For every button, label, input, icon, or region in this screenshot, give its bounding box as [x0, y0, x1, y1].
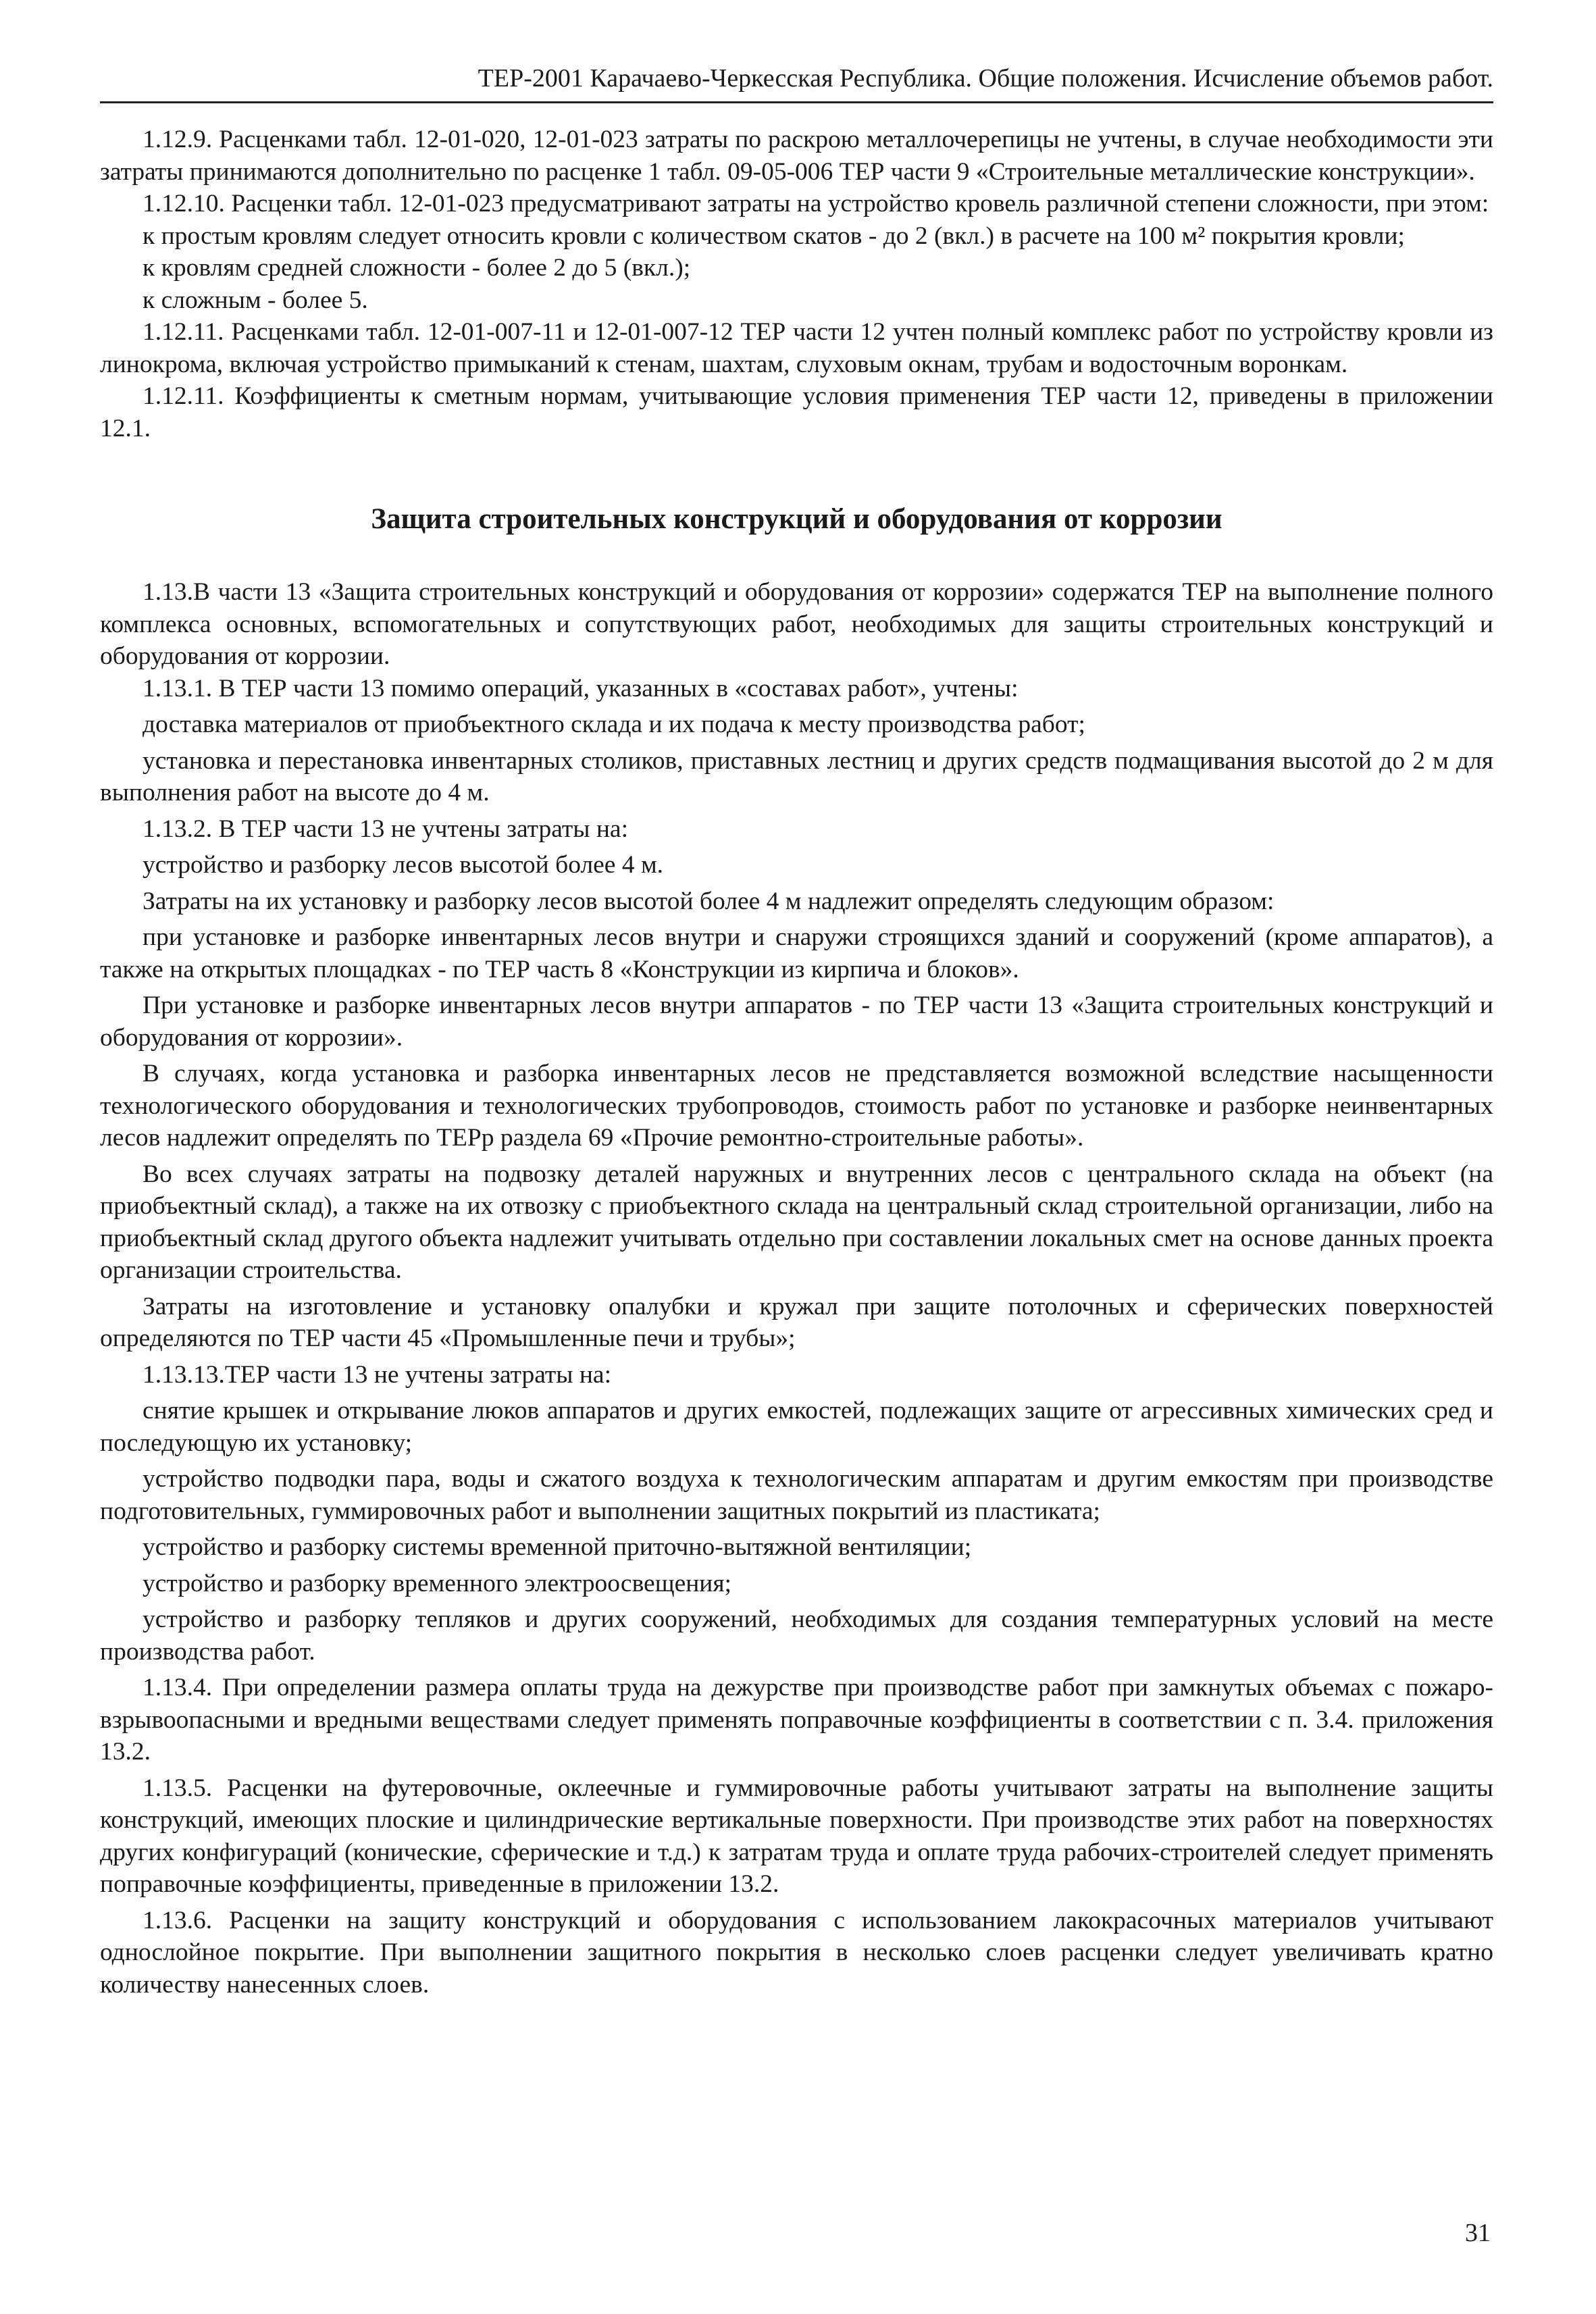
paragraph-installation: установка и перестановка инвентарных столиков, приставных лестниц и других средств подмащивания высотой до 2 м для выполнения работ на высоте до 4 м.: [100, 746, 1493, 806]
page-number: 31: [1465, 2219, 1491, 2247]
paragraph-1-12-10: 1.12.10. Расценки табл. 12-01-023 предусматривают затраты на устройство кровель различной степени сложности, при этом:: [143, 190, 1489, 217]
paragraph-transport-costs: Во всех случаях затраты на подвозку деталей наружных и внутренних лесов с центрального склада на объект (на приобъектный склад), а также на их отвозку с приобъектного склада на центральный склад строительной организации, либо на приобъектный склад другого объекта надлежит учитывать отдельно при составлении локальных смет на основе данных проекта организации строительства.: [100, 1160, 1493, 1284]
paragraph-1-13-4: 1.13.4. При определении размера оплаты труда на дежурстве при производстве работ при замкнутых объемах с пожаро-взрывоопасными и вредными веществами следует применять поправочные коэффициенты в соответствии с п. 3.4. приложения 13.2.: [100, 1674, 1493, 1766]
paragraph-1-13: 1.13.В части 13 «Защита строительных конструкций и оборудования от коррозии» содержатся ТЕР на выполнение полного комплекса основных, вспомогательных и сопутствующих работ, необходимых для защиты строительных конструкций и оборудования от коррозии.: [100, 578, 1493, 670]
paragraph-1-12-11-coefficients: 1.12.11. Коэффициенты к сметным нормам, учитывающие условия применения ТЕР части 12, приведены в приложении 12.1.: [100, 382, 1493, 442]
running-header: ТЕР-2001 Карачаево-Черкесская Республика. Общие положения. Исчисление объемов работ.: [478, 64, 1493, 93]
section-heading: Защита строительных конструкций и оборудования от коррозии: [371, 503, 1222, 535]
paragraph-heating-shelters: устройство и разборку тепляков и других сооружений, необходимых для создания температурных условий на месте производства работ.: [100, 1605, 1493, 1666]
paragraph-1-13-5: 1.13.5. Расценки на футеровочные, оклеечные и гуммировочные работы учитывают затраты на выполнение защиты конструкций, имеющих плоские и цилиндрические вертикальные поверхности. При производстве этих работ на поверхностях других конфигураций (конические, сферические и т.д.) к затратам труда и оплате труда рабочих-строителей следует применять поправочные коэффициенты, приведенные в приложении 13.2.: [100, 1774, 1493, 1898]
paragraph-1-13-6: 1.13.6. Расценки на защиту конструкций и оборудования с использованием лакокрасочных материалов учитывают однослойное покрытие. При выполнении защитного покрытия в несколько слоев расценки следует увеличивать кратно количеству нанесенных слоев.: [100, 1906, 1493, 1999]
paragraph-inventory-scaffolding-outside: при установке и разборке инвентарных лесов внутри и снаружи строящихся зданий и сооружений (кроме аппаратов), а также на открытых площадках - по ТЕР часть 8 «Конструкции из кирпича и блоков».: [100, 923, 1493, 983]
paragraph-scaffolding: устройство и разборку лесов высотой более 4 м.: [143, 851, 664, 879]
paragraph-medium-roofs: к кровлям средней сложности - более 2 до 5 (вкл.);: [143, 254, 691, 282]
paragraph-1-12-9: 1.12.9. Расценками табл. 12-01-020, 12-01-023 затраты по раскрою металлочерепицы не учтены, в случае необходимости эти затраты принимаются дополнительно по расценке 1 табл. 09-05-006 ТЕР части 9 «Строительные металлические конструкции».: [100, 126, 1493, 186]
paragraph-1-13-2: 1.13.2. В ТЕР части 13 не учтены затраты на:: [143, 815, 629, 843]
paragraph-1-13-13: 1.13.13.ТЕР части 13 не учтены затраты на:: [143, 1360, 611, 1389]
paragraph-delivery: доставка материалов от приобъектного склада и их подача к месту производства работ;: [143, 711, 1085, 738]
paragraph-inventory-scaffolding-inside: При установке и разборке инвентарных лесов внутри аппаратов - по ТЕР части 13 «Защита строительных конструкций и оборудования от коррозии».: [100, 992, 1493, 1052]
paragraph-steam-supply: устройство подводки пара, воды и сжатого воздуха к технологическим аппаратам и другим емкостям при производстве подготовительных, гуммировочных работ и выполнении защитных покрытий из пластиката;: [100, 1465, 1493, 1525]
header-divider: [100, 101, 1493, 103]
paragraph-1-12-11-linokrom: 1.12.11. Расценками табл. 12-01-007-11 и 12-01-007-12 ТЕР части 12 учтен полный комплекс работ по устройству кровли из линокрома, включая устройство примыканий к стенам, шахтам, слуховым окнам, трубам и водосточным воронкам.: [100, 318, 1493, 378]
paragraph-1-13-1: 1.13.1. В ТЕР части 13 помимо операций, указанных в «составах работ», учтены:: [143, 674, 1019, 702]
paragraph-formwork: Затраты на изготовление и установку опалубки и кружал при защите потолочных и сферических поверхностей определяются по ТЕР части 45 «Промышленные печи и трубы»;: [100, 1292, 1493, 1352]
paragraph-non-inventory-scaffolding: В случаях, когда установка и разборка инвентарных лесов не представляется возможной вследствие насыщенности технологического оборудования и технологических трубопроводов, стоимость работ по установке и разборке неинвентарных лесов надлежит определять по ТЕРр раздела 69 «Прочие ремонтно-строительные работы».: [100, 1060, 1493, 1152]
paragraph-covers-removal: снятие крышек и открывание люков аппаратов и других емкостей, подлежащих защите от агрессивных химических сред и последующую их установку;: [100, 1397, 1493, 1457]
paragraph-complex-roofs: к сложным - более 5.: [143, 286, 368, 314]
paragraph-simple-roofs: к простым кровлям следует относить кровли с количеством скатов - до 2 (вкл.) в расчете на 100 м² покрытия кровли;: [143, 222, 1405, 250]
document-body: [100, 124, 1493, 2001]
paragraph-lighting: устройство и разборку временного электроосвещения;: [143, 1569, 732, 1597]
paragraph-scaffolding-costs: Затраты на их установку и разборку лесов высотой более 4 м надлежит определять следующим образом:: [143, 887, 1275, 915]
paragraph-ventilation: устройство и разборку системы временной приточно-вытяжной вентиляции;: [143, 1533, 972, 1561]
